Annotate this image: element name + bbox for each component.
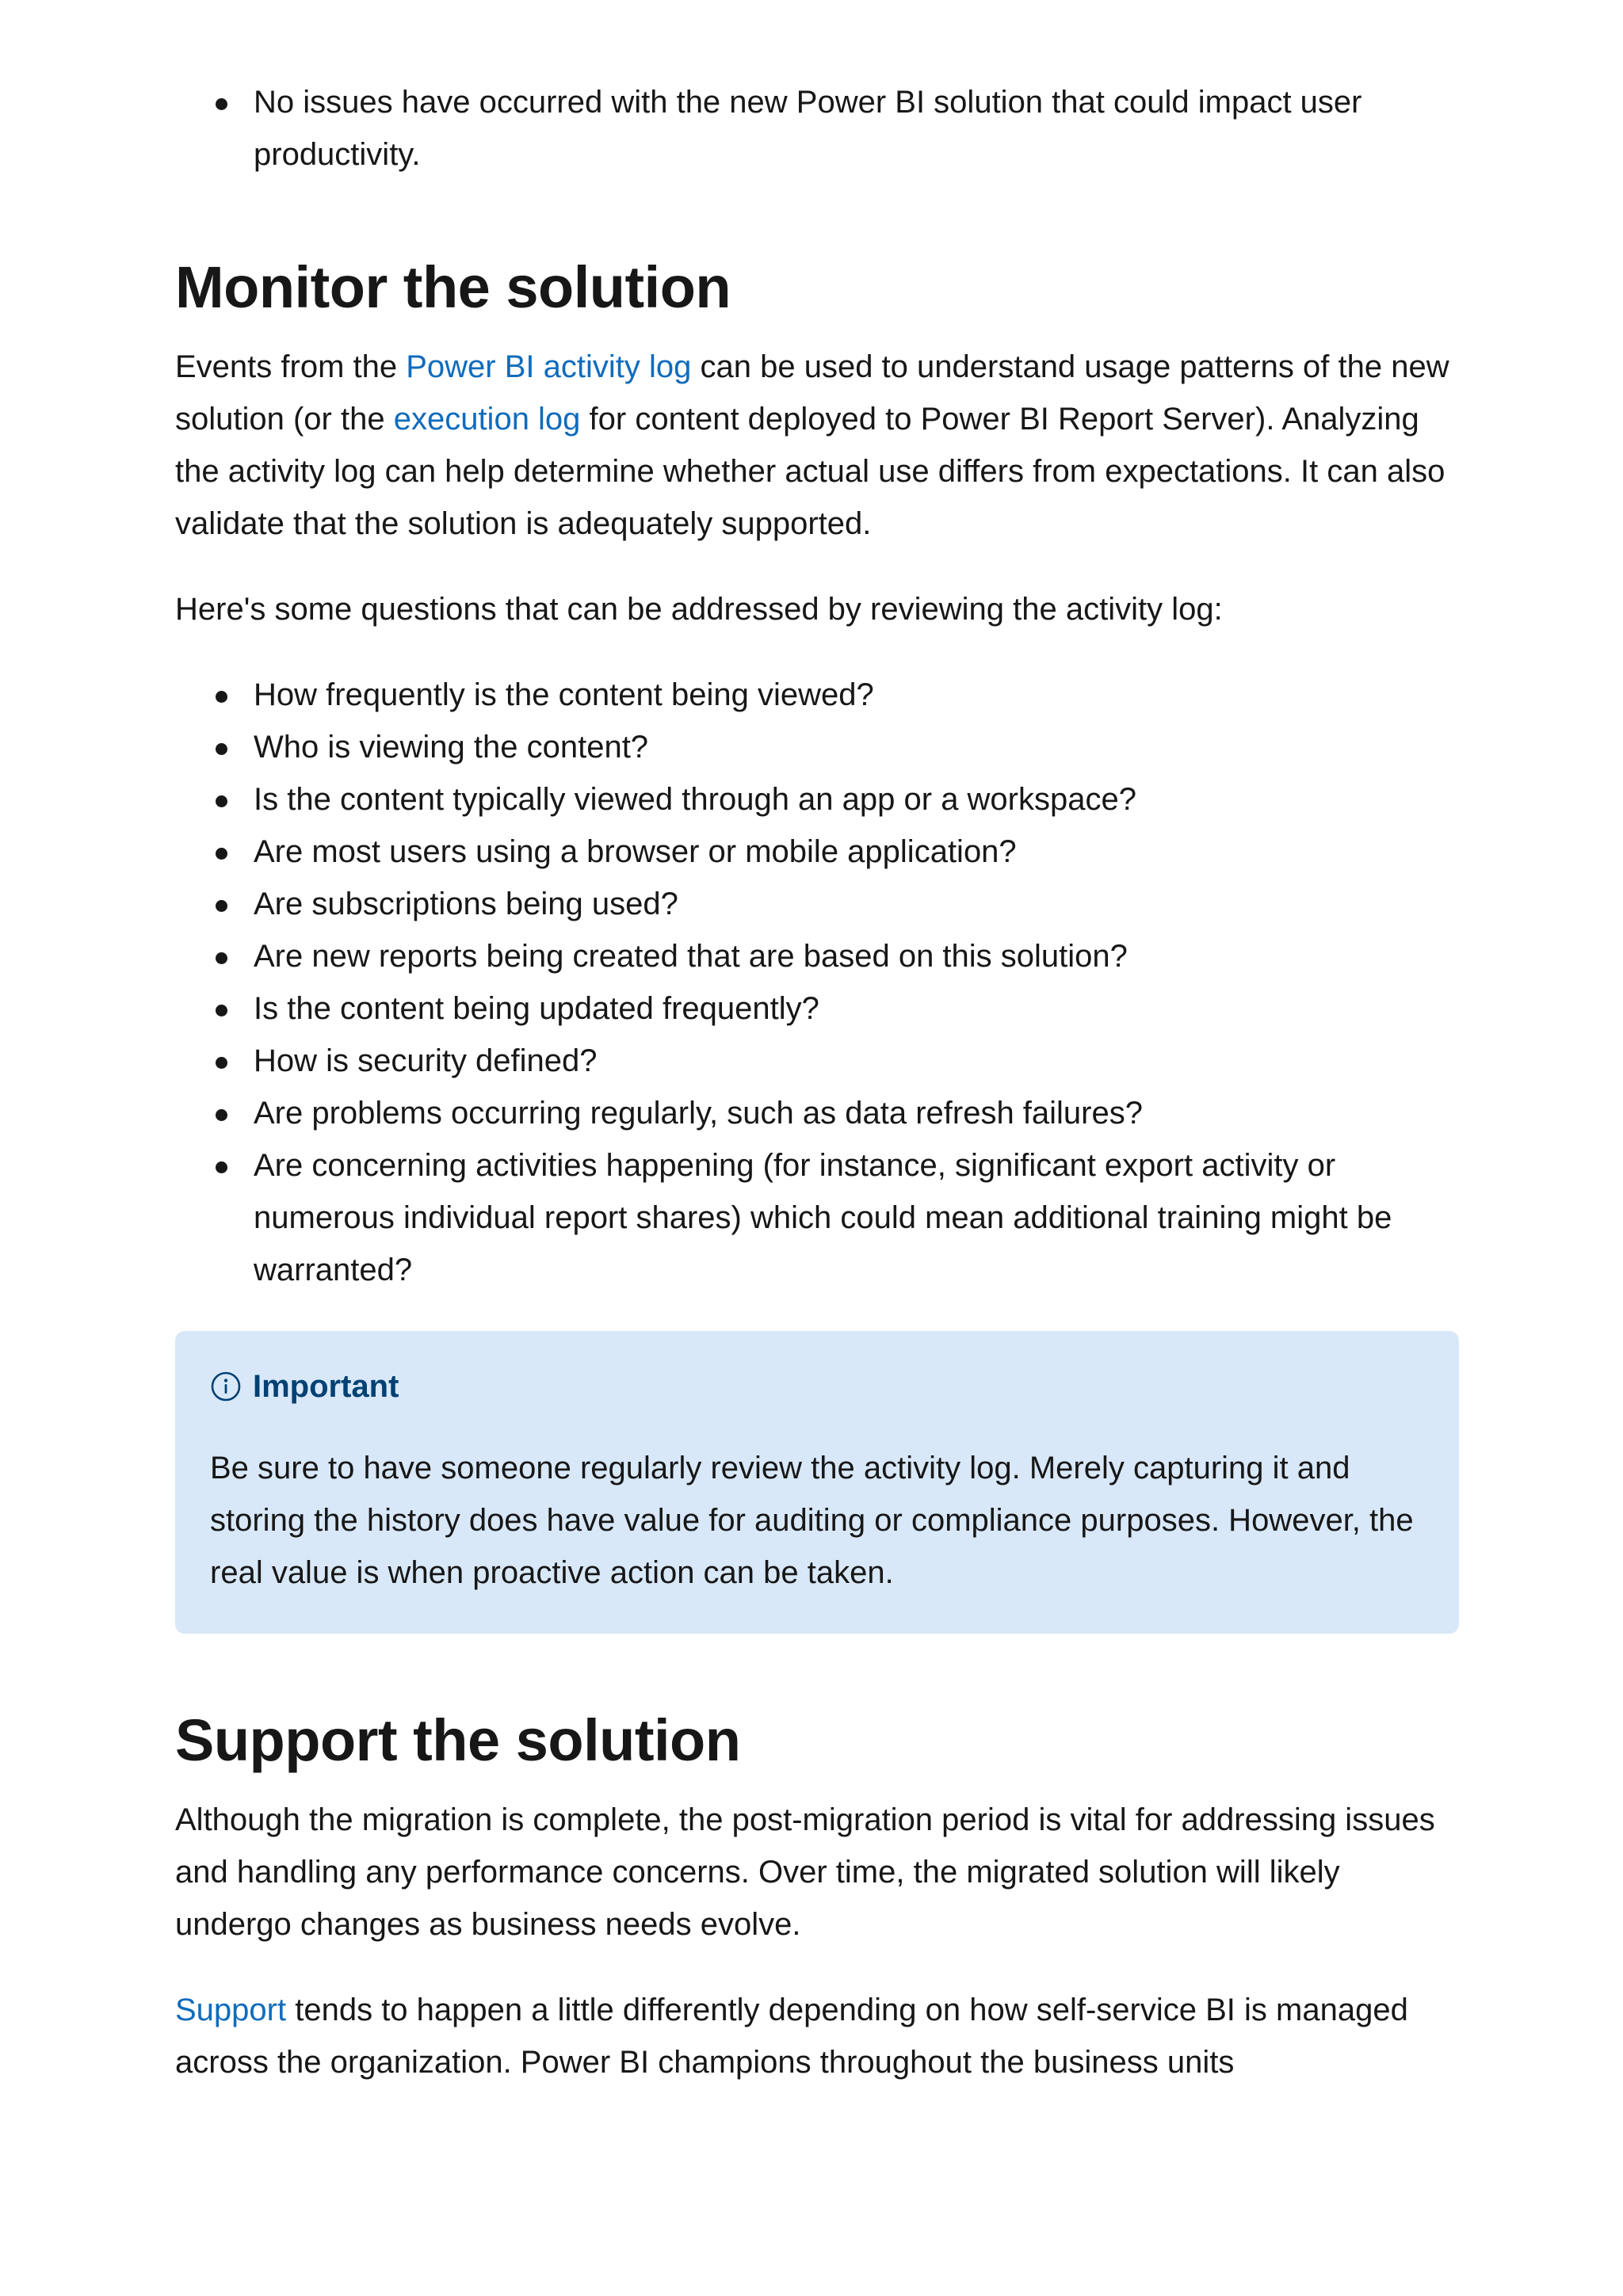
text-run: Events from the bbox=[175, 349, 407, 384]
support-paragraph: Although the migration is complete, the post-migration period is vital for addressing issues and handling any performance concerns. Over time, the migrated solution will likely undergo changes as business needs evolve. bbox=[175, 1802, 1435, 1942]
list-item: No issues have occurred with the new Power BI solution that could impact user productivity. bbox=[254, 76, 1459, 181]
callout-title bbox=[210, 1366, 1424, 1407]
text-run: for content deployed to Power BI Report Server). Analyzing the activity log can help determine whether actual use differs from expectations. It can also validate that the solution is adequately supported. bbox=[175, 402, 1445, 541]
callout-body: Be sure to have someone regularly review the activity log. Merely capturing it and storing the history does have value for auditing or compliance purposes. However, the real value is when proactive action can be taken. bbox=[210, 1451, 1414, 1590]
questions-intro: Here's some questions that can be addressed by reviewing the activity log: bbox=[175, 592, 1223, 627]
list-item: Are new reports being created that are based on this solution? bbox=[254, 930, 1459, 982]
execution-log-link[interactable]: execution log bbox=[393, 402, 581, 437]
support-link[interactable]: Support bbox=[175, 1993, 287, 2027]
text-run: tends to happen a little differently depending on how self-service BI is managed across the organization. Power BI champions throughout the business units bbox=[175, 1993, 1408, 2080]
support-paragraph-2 bbox=[175, 1984, 1459, 2088]
list-item: Are most users using a browser or mobile application? bbox=[254, 826, 1459, 878]
monitor-paragraph bbox=[175, 341, 1459, 550]
monitor-heading: Monitor the solution bbox=[175, 254, 731, 320]
list-item: How frequently is the content being viewed? bbox=[254, 669, 1459, 721]
list-item: Is the content typically viewed through an app or a workspace? bbox=[254, 773, 1459, 826]
text-run: can be used to understand usage patterns of the new solution (or the bbox=[175, 349, 1449, 437]
article-content bbox=[175, 76, 1459, 2122]
questions-list bbox=[175, 669, 1459, 1296]
list-item: How is security defined? bbox=[254, 1035, 1459, 1087]
list-item: Are problems occurring regularly, such as data refresh failures? bbox=[254, 1087, 1459, 1139]
intro-bullet-list bbox=[175, 76, 1459, 181]
list-item: Are subscriptions being used? bbox=[254, 878, 1459, 930]
info-circle-icon bbox=[210, 1371, 242, 1402]
list-item: Are concerning activities happening (for instance, significant export activity or numerous individual report shares) which could mean additional training might be warranted? bbox=[254, 1139, 1459, 1296]
list-item: Is the content being updated frequently? bbox=[254, 982, 1459, 1035]
activity-log-link[interactable]: Power BI activity log bbox=[406, 349, 692, 384]
support-heading: Support the solution bbox=[175, 1707, 741, 1773]
important-callout bbox=[175, 1331, 1459, 1634]
list-item: Who is viewing the content? bbox=[254, 721, 1459, 773]
callout-title-text: Important bbox=[253, 1369, 399, 1404]
